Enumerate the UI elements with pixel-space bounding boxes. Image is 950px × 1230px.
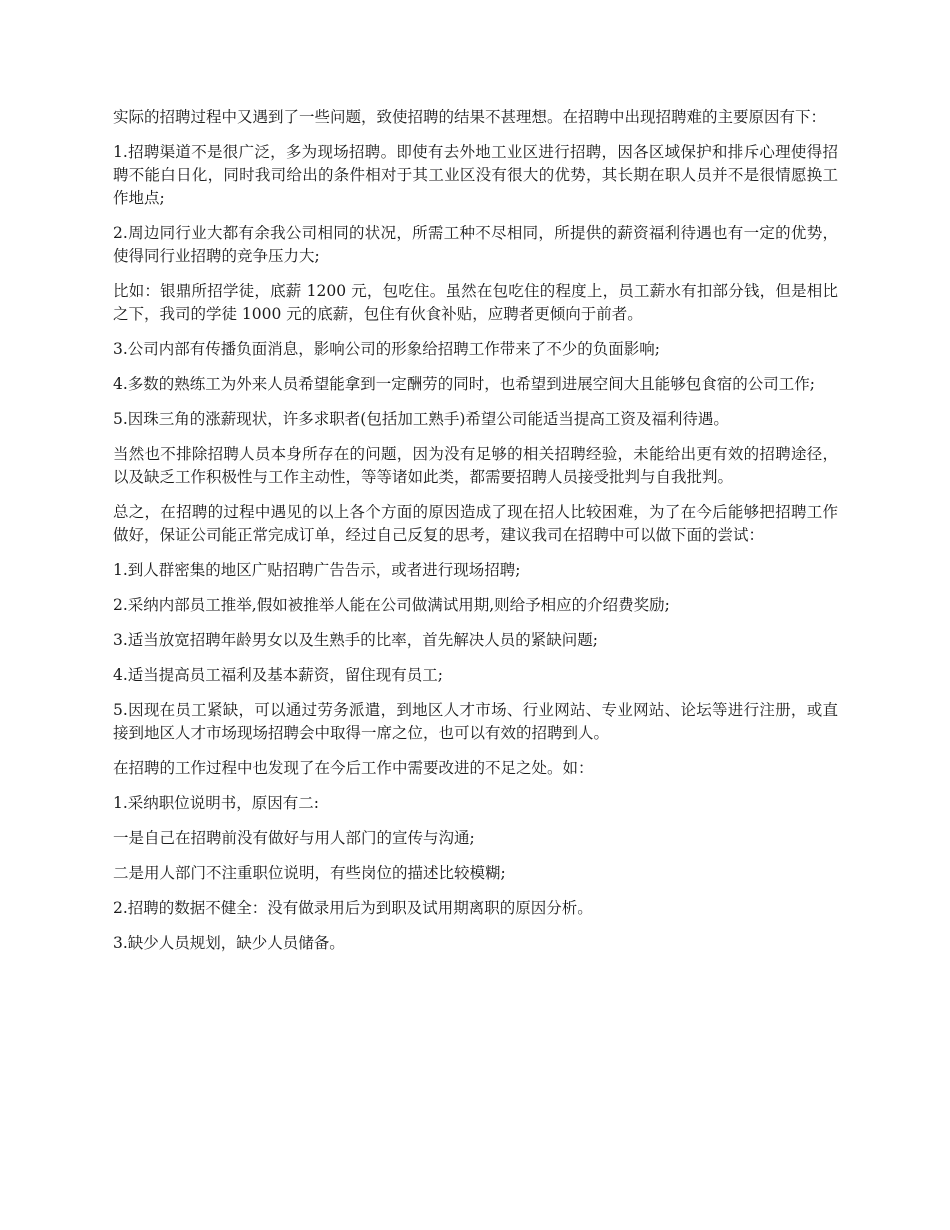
paragraph-reason-1: 1.招聘渠道不是很广泛，多为现场招聘。即使有去外地工业区进行招聘，因各区域保护和排斥心理使得招聘不能白日化，同时我司给出的条件相对于其工业区没有很大的优势，其长期在职人员并不是很情愿换工作地点; xyxy=(113,143,838,207)
paragraph-self-review: 当然也不排除招聘人员本身所存在的问题，因为没有足够的相关招聘经验，未能给出更有效的招聘途径，以及缺乏工作积极性与工作主动性，等等诸如此类，都需要招聘人员接受批判与自我批判。 xyxy=(113,445,838,486)
paragraph-suggestion-2: 2.采纳内部员工推举,假如被推举人能在公司做满试用期,则给予相应的介绍费奖励; xyxy=(113,596,670,614)
paragraph-reason-3: 3.公司内部有传播负面消息，影响公司的形象给招聘工作带来了不少的负面影响; xyxy=(113,340,661,358)
paragraph-suggestion-3: 3.适当放宽招聘年龄男女以及生熟手的比率，首先解决人员的紧缺问题; xyxy=(113,631,599,649)
paragraph-reason-2: 2.周边同行业大都有余我公司相同的状况，所需工种不尽相同，所提供的薪资福利待遇也有一定的优势，使得同行业招聘的竞争压力大; xyxy=(113,224,838,265)
paragraph-reason-4: 4.多数的熟练工为外来人员希望能拿到一定酬劳的同时，也希望到进展空间大且能够包食宿的公司工作; xyxy=(113,375,816,393)
paragraph-suggestion-4: 4.适当提高员工福利及基本薪资，留住现有员工; xyxy=(113,666,444,684)
paragraph-example: 比如：银鼎所招学徒，底薪 1200 元，包吃住。虽然在包吃住的程度上，员工薪水有扣部分钱，但是相比之下，我司的学徒 1000 元的底薪，包住有伙食补贴，应聘者更倾向于前者。 xyxy=(113,282,838,323)
paragraph-improvement-1a: 一是自己在招聘前没有做好与用人部门的宣传与沟通; xyxy=(113,829,475,847)
paragraph-summary: 总之，在招聘的过程中遇见的以上各个方面的原因造成了现在招人比较困难，为了在今后能够把招聘工作做好，保证公司能正常完成订单，经过自己反复的思考，建议我司在招聘中可以做下面的尝试： xyxy=(113,503,838,544)
paragraph-suggestion-1: 1.到人群密集的地区广贴招聘广告告示，或者进行现场招聘; xyxy=(113,561,521,579)
paragraph-reason-5: 5.因珠三角的涨薪现状，许多求职者(包括加工熟手)希望公司能适当提高工资及福利待遇。 xyxy=(113,410,729,428)
paragraph-intro: 实际的招聘过程中又遇到了一些问题，致使招聘的结果不甚理想。在招聘中出现招聘难的主要原因有下： xyxy=(113,108,827,126)
paragraph-improvement-2: 2.招聘的数据不健全：没有做录用后为到职及试用期离职的原因分析。 xyxy=(113,899,593,917)
paragraph-suggestion-5: 5.因现在员工紧缺，可以通过劳务派遣，到地区人才市场、行业网站、专业网站、论坛等进行注册，或直接到地区人才市场现场招聘会中取得一席之位，也可以有效的招聘到人。 xyxy=(113,701,838,742)
paragraph-improvement-intro: 在招聘的工作过程中也发现了在今后工作中需要改进的不足之处。如： xyxy=(113,759,594,777)
paragraph-improvement-3: 3.缺少人员规划，缺少人员储备。 xyxy=(113,934,345,952)
paragraph-improvement-1: 1.采纳职位说明书，原因有二: xyxy=(113,794,320,812)
paragraph-improvement-1b: 二是用人部门不注重职位说明，有些岗位的描述比较模糊; xyxy=(113,864,506,882)
document-body xyxy=(113,106,838,967)
